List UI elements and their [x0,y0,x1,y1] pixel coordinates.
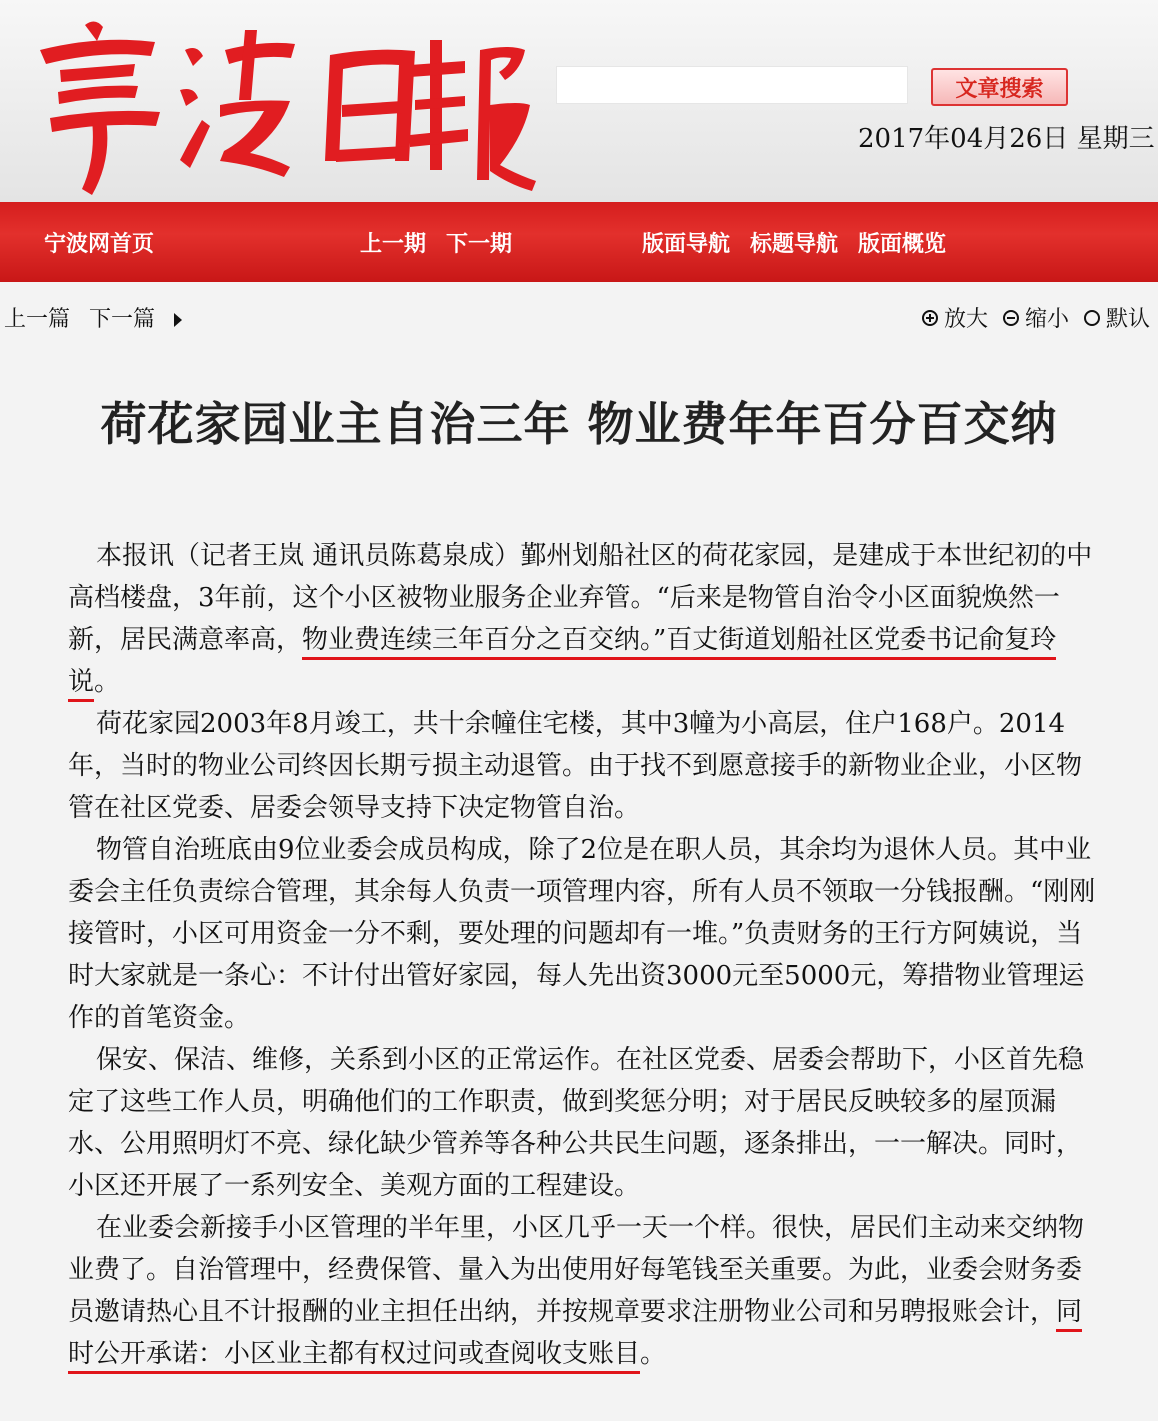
article-toolbar [0,300,1158,340]
highlighted-text: 同时公开承诺：小区业主都有权过问或查阅收支账目 [68,1297,1082,1374]
play-triangle-icon[interactable] [174,313,182,327]
title-nav-link[interactable]: 标题导航 [750,232,839,257]
zoom-out-button[interactable] [1003,302,1069,333]
article-pager [4,302,182,333]
paragraph: 物管自治班底由9位业委会成员构成，除了2位是在职人员，其余均为退休人员。其中业委会主任负责综合管理，其余每人负责一项管理内容，所有人员不领取一分钱报酬。“刚刚接管时，小区可用资金一分不剩，要处理的问题却有一堆。”负责财务的王行方阿姨说，当时大家就是一条心：不计付出管好家园，每人先出资3000元至5000元，筹措物业管理运作的首笔资金。 [68,835,1096,1033]
page-nav-link[interactable]: 版面导航 [642,232,731,257]
paragraph-text: 。 [640,1339,667,1369]
zoom-in-button[interactable] [922,302,988,333]
home-link[interactable]: 宁波网首页 [44,232,155,257]
paragraph-text: 在业委会新接手小区管理的半年里，小区几乎一天一个样。很快，居民们主动来交纳物业费了。自治管理中，经费保管、量入为出使用好每笔钱至关重要。为此，业委会财务委员邀请热心且不计报酬的业主担任出纳，并按规章要求注册物业公司和另聘报账会计， [68,1213,1085,1327]
paragraph-text: 本报讯（记者王岚 通讯员陈葛泉成）鄞州划船社区的荷花家园，是建成于本世纪初的中高档楼盘，3年前，这个小区被物业服务企业弃管。“后来是物管自治令小区面貌焕然一新，居民满意率高， [68,541,1093,655]
article-title: 荷花家园业主自治三年 物业费年年百分百交纳 [100,397,1058,451]
ningbo-daily-logo[interactable] [30,10,540,195]
article-search-button[interactable]: 文章搜索 [931,68,1068,106]
masthead [0,0,1158,202]
prev-issue-link[interactable]: 上一期 [360,232,427,257]
zoom-in-label: 放大 [944,307,989,332]
circle-icon [1084,310,1100,326]
plus-circle-icon [922,310,938,326]
font-size-controls [922,302,1158,333]
minus-circle-icon [1003,310,1019,326]
main-navigation [0,202,1158,282]
page-overview-link[interactable]: 版面概览 [858,232,947,257]
issue-date: 2017年04月26日 星期三 [858,124,1155,154]
zoom-out-label: 缩小 [1025,307,1070,332]
paragraph: 保安、保洁、维修，关系到小区的正常运作。在社区党委、居委会帮助下，小区首先稳定了这些工作人员，明确他们的工作职责，做到奖惩分明；对于居民反映较多的屋顶漏水、公用照明灯不亮、绿化缺少管养等各种公共民生问题，逐条排出，一一解决。同时，小区还开展了一系列安全、美观方面的工程建设。 [68,1045,1085,1201]
default-size-button[interactable] [1084,302,1150,333]
default-size-label: 默认 [1106,307,1151,332]
paragraph-text: 。 [94,667,121,697]
paragraph [68,535,1098,703]
paragraph: 荷花家园2003年8月竣工，共十余幢住宅楼，其中3幢为小高层，住户168户。2014年，当时的物业公司终因长期亏损主动退管。由于找不到愿意接手的新物业企业，小区物管在社区党委、居委会领导支持下决定物管自治。 [68,709,1083,823]
paragraph [68,1207,1098,1375]
highlighted-text: 物业费连续三年百分之百交纳。”百丈街道划船社区党委书记俞复玲说 [68,625,1056,702]
next-article-link[interactable]: 下一篇 [89,307,156,332]
search-input[interactable] [556,66,908,104]
article-body [68,535,1098,1375]
prev-article-link[interactable]: 上一篇 [4,307,71,332]
next-issue-link[interactable]: 下一期 [446,232,513,257]
